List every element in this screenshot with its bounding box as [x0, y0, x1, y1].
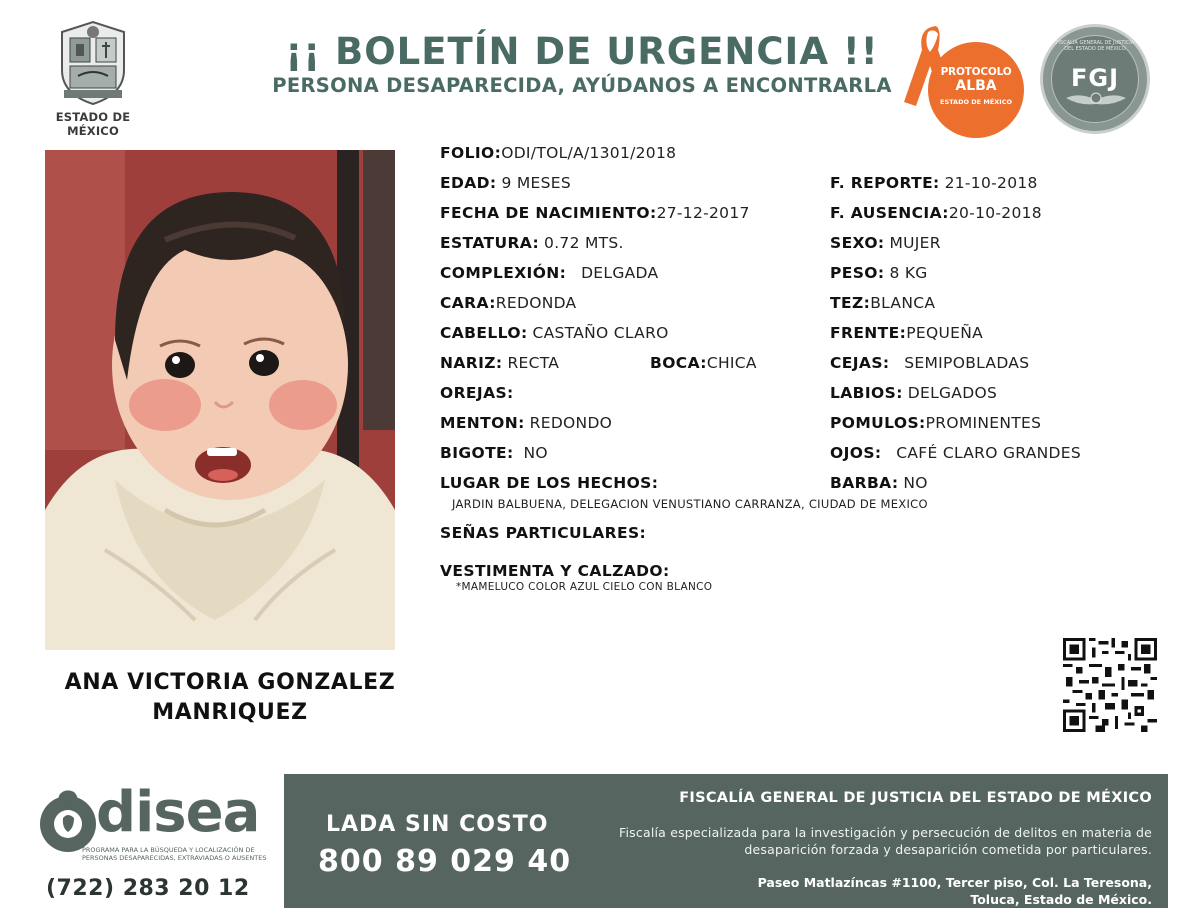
- nariz-value: RECTA: [507, 354, 560, 372]
- footer-band: [284, 774, 1168, 908]
- bulletin-subtitle: PERSONA DESAPARECIDA, AYÚDANOS A ENCONTRARLA: [272, 74, 892, 97]
- frente-value: PEQUEÑA: [906, 324, 984, 342]
- field-cara: [440, 294, 576, 312]
- odisea-phone[interactable]: (722) 283 20 12: [46, 876, 250, 901]
- person-name-line1: ANA VICTORIA GONZALEZ: [64, 670, 396, 695]
- complexion-label: COMPLEXIÓN:: [440, 264, 567, 282]
- person-name-line2: MANRIQUEZ: [152, 700, 308, 725]
- person-name: [30, 668, 430, 728]
- field-boca: [650, 354, 757, 372]
- boca-value: CHICA: [706, 354, 757, 372]
- fgj-seal: [1040, 24, 1150, 134]
- sexo-label: SEXO:: [830, 234, 885, 252]
- cejas-value: SEMIPOBLADAS: [904, 354, 1030, 372]
- cara-label: CARA:: [440, 294, 496, 312]
- orejas-label: OREJAS:: [440, 384, 514, 402]
- folio-value: ODI/TOL/A/1301/2018: [501, 144, 677, 162]
- peso-value: 8 KG: [889, 264, 928, 282]
- odisea-logo: [36, 780, 276, 910]
- field-ojos: [830, 444, 1081, 462]
- vestimenta-label: VESTIMENTA Y CALZADO:: [440, 562, 670, 580]
- senas-label: SEÑAS PARTICULARES:: [440, 524, 647, 542]
- field-frente: [830, 324, 983, 342]
- bulletin-title: ¡¡ BOLETÍN DE URGENCIA !!: [285, 30, 879, 73]
- coat-of-arms-icon: [54, 18, 132, 106]
- field-bigote: [440, 444, 548, 462]
- field-lugar-hechos: [440, 474, 658, 492]
- field-orejas: [440, 384, 519, 402]
- nariz-label: NARIZ:: [440, 354, 503, 372]
- tez-value: BLANCA: [870, 294, 936, 312]
- address-line2: Toluca, Estado de México.: [970, 892, 1152, 907]
- bigote-label: BIGOTE:: [440, 444, 514, 462]
- tez-label: TEZ:: [830, 294, 871, 312]
- lada-number[interactable]: 800 89 029 40: [318, 844, 572, 879]
- field-cabello: [440, 324, 669, 342]
- estatura-label: ESTATURA:: [440, 234, 540, 252]
- vestimenta-value: *MAMELUCO COLOR AZUL CIELO CON BLANCO: [456, 581, 713, 593]
- estatura-value: 0.72 MTS.: [544, 234, 624, 252]
- field-cejas: [830, 354, 1029, 372]
- field-fecha-nacimiento: [440, 204, 750, 222]
- edad-value: 9 MESES: [501, 174, 571, 192]
- edad-label: EDAD:: [440, 174, 497, 192]
- field-estatura: [440, 234, 624, 252]
- field-barba: [830, 474, 928, 492]
- bigote-value: NO: [523, 444, 548, 462]
- barba-label: BARBA:: [830, 474, 899, 492]
- fecha-nacimiento-label: FECHA DE NACIMIENTO:: [440, 204, 657, 222]
- fgj-seal-ring: FISCALÍA GENERAL DE JUSTICIA DEL ESTADO DE MÉXICO: [1055, 40, 1135, 52]
- field-vestimenta: [440, 562, 670, 580]
- cara-value: REDONDA: [495, 294, 577, 312]
- field-complexion: [440, 264, 658, 282]
- field-f-ausencia: [830, 204, 1042, 222]
- lada-label: LADA SIN COSTO: [326, 812, 549, 837]
- fecha-nacimiento-value: 27-12-2017: [656, 204, 750, 222]
- f-reporte-value: 21-10-2018: [944, 174, 1038, 192]
- pomulos-label: POMULOS:: [830, 414, 926, 432]
- alba-line3: ESTADO DE MÉXICO: [940, 98, 1012, 106]
- cabello-value: CASTAÑO CLARO: [532, 324, 669, 342]
- odisea-subtitle: PROGRAMA PARA LA BÚSQUEDA Y LOCALIZACIÓN DE PERSONAS DESAPARECIDAS, EXTRAVIADAS O AUSENTES: [82, 846, 267, 862]
- odisea-wordmark: disea: [96, 780, 260, 845]
- pomulos-value: PROMINENTES: [925, 414, 1042, 432]
- alba-line1: PROTOCOLO: [940, 66, 1012, 78]
- sexo-value: MUJER: [889, 234, 941, 252]
- field-tez: [830, 294, 935, 312]
- f-ausencia-label: F. AUSENCIA:: [830, 204, 949, 222]
- folio-label: FOLIO:: [440, 144, 502, 162]
- boca-label: BOCA:: [650, 354, 707, 372]
- state-name: ESTADO DE MÉXICO: [55, 110, 131, 138]
- field-nariz: [440, 354, 559, 372]
- cejas-label: CEJAS:: [830, 354, 890, 372]
- menton-value: REDONDO: [529, 414, 613, 432]
- field-peso: [830, 264, 928, 282]
- peso-label: PESO:: [830, 264, 885, 282]
- f-ausencia-value: 20-10-2018: [948, 204, 1042, 222]
- field-f-reporte: [830, 174, 1038, 192]
- ojos-label: OJOS:: [830, 444, 882, 462]
- field-folio: [440, 144, 676, 162]
- wings-icon: [1052, 36, 1140, 124]
- barba-value: NO: [903, 474, 928, 492]
- menton-label: MENTON:: [440, 414, 525, 432]
- field-menton: [440, 414, 612, 432]
- alba-circle: [928, 42, 1024, 138]
- alba-line2: ALBA: [955, 78, 997, 94]
- lugar-hechos-label: LUGAR DE LOS HECHOS:: [440, 474, 659, 492]
- field-edad: [440, 174, 571, 192]
- field-labios: [830, 384, 997, 402]
- fgj-address: [758, 874, 1152, 908]
- cabello-label: CABELLO:: [440, 324, 528, 342]
- field-pomulos: [830, 414, 1041, 432]
- qr-code-icon[interactable]: [1063, 638, 1157, 732]
- fgj-seal-inner: [1051, 35, 1139, 123]
- lugar-hechos-value: JARDIN BALBUENA, DELEGACION VENUSTIANO CARRANZA, CIUDAD DE MEXICO: [452, 497, 928, 511]
- field-senas: [440, 524, 646, 542]
- protocolo-alba-logo: [898, 22, 1028, 132]
- f-reporte-label: F. REPORTE:: [830, 174, 940, 192]
- baby-photo-illustration: [45, 150, 395, 650]
- labios-value: DELGADOS: [907, 384, 998, 402]
- address-line1: Paseo Matlazíncas #1100, Tercer piso, Col. La Teresona,: [757, 875, 1152, 890]
- fgj-title: FISCALÍA GENERAL DE JUSTICIA DEL ESTADO DE MÉXICO: [679, 790, 1152, 806]
- fgj-seal-text: FGJ: [1070, 64, 1120, 92]
- missing-person-photo: [45, 150, 395, 650]
- fgj-description: Fiscalía especializada para la investigación y persecución de delitos en materia de desaparición forzada y desaparición cometida por particulares.: [619, 825, 1152, 857]
- ojos-value: CAFÉ CLARO GRANDES: [896, 444, 1081, 462]
- field-sexo: [830, 234, 941, 252]
- state-logo: [30, 18, 156, 138]
- labios-label: LABIOS:: [830, 384, 903, 402]
- frente-label: FRENTE:: [830, 324, 907, 342]
- complexion-value: DELGADA: [581, 264, 659, 282]
